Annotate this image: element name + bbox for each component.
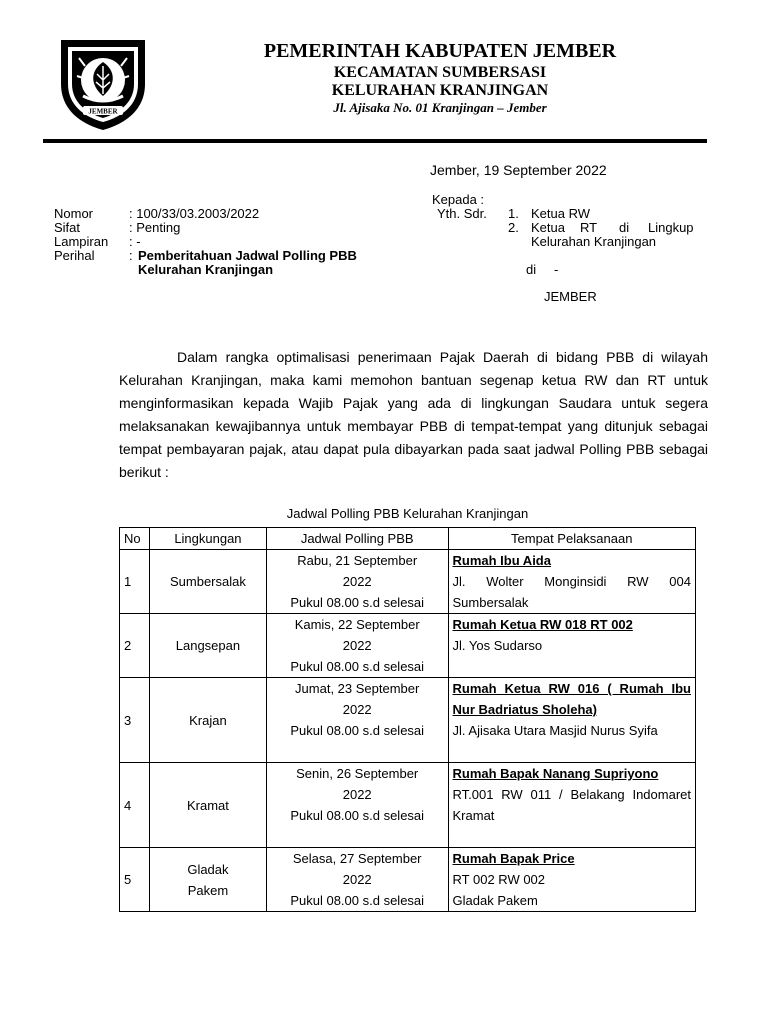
meta-lampiran-label: Lampiran <box>54 234 109 249</box>
schedule-year: 2022 <box>342 702 372 717</box>
meta-sifat-value: : Penting <box>129 220 181 235</box>
header-lingkungan: Lingkungan <box>149 528 266 550</box>
schedule-year: 2022 <box>342 574 372 589</box>
schedule-day: Selasa, 27 September <box>292 851 422 866</box>
cell-area: Krajan <box>149 678 266 763</box>
cell-schedule <box>266 614 448 678</box>
table-row <box>120 678 696 763</box>
recipient-yth: Yth. Sdr. <box>437 206 487 221</box>
logo-text: JEMBER <box>88 107 118 116</box>
cell-place <box>448 848 695 912</box>
place-name: Rumah Ibu Aida <box>452 553 551 568</box>
cell-schedule <box>266 763 448 848</box>
recipient-item2-word1: Ketua <box>531 220 565 235</box>
recipient-di: di <box>526 262 537 277</box>
cell-no: 2 <box>120 614 150 678</box>
schedule-time: Pukul 08.00 s.d selesai <box>290 808 425 823</box>
schedule-year: 2022 <box>342 638 372 653</box>
cell-schedule <box>266 550 448 614</box>
recipient-item2-line2: Kelurahan Kranjingan <box>531 234 657 249</box>
place-detail-line2: Gladak Pakem <box>452 893 538 908</box>
schedule-table <box>119 527 696 912</box>
letterhead-government: PEMERINTAH KABUPATEN JEMBER <box>263 40 617 62</box>
cell-place <box>448 678 695 763</box>
place-name: Rumah Bapak Nanang Supriyono <box>452 766 659 781</box>
schedule-time: Pukul 08.00 s.d selesai <box>290 723 425 738</box>
area-line2: Pakem <box>187 882 229 898</box>
recipient-kepada: Kepada : <box>432 192 485 207</box>
cell-schedule <box>266 848 448 912</box>
place-name: Rumah Ketua RW 018 RT 002 <box>452 617 633 632</box>
schedule-year: 2022 <box>342 872 372 887</box>
meta-perihal-line2: Kelurahan Kranjingan <box>138 262 274 277</box>
jember-regency-emblem <box>55 36 151 132</box>
recipient-dash: - <box>554 262 559 277</box>
letter-date: Jember, 19 September 2022 <box>430 162 607 178</box>
body-paragraph: Dalam rangka optimalisasi penerimaan Pajak Daerah di bidang PBB di wilayah Kelurahan Kranjingan, maka kami memohon bantuan segenap ketua RW dan RT untuk menginformasikan kepada Wajib Pajak yang ada di lingkungan Saudara untuk segera melaksanakan kewajibannya untuk membayar PBB di tempat-tempat yang ditunjuk sebagai tempat pembayaran pajak, atau dapat pula dibayarkan pada saat jadwal Polling PBB sebagai berikut : <box>119 349 708 480</box>
header-jadwal: Jadwal Polling PBB <box>266 528 448 550</box>
place-detail-line1: RT 002 RW 002 <box>452 872 546 887</box>
schedule-day: Senin, 26 September <box>296 766 419 781</box>
table-row <box>120 763 696 848</box>
place-name: Rumah Ketua RW 016 ( Rumah Ibu Nur Badriatus Sholeha) <box>452 681 691 717</box>
area-line1: Gladak <box>187 861 229 877</box>
meta-nomor-value: : 100/33/03.2003/2022 <box>129 206 260 221</box>
header-no: No <box>120 528 150 550</box>
schedule-time: Pukul 08.00 s.d selesai <box>290 595 425 610</box>
schedule-day: Kamis, 22 September <box>294 617 420 632</box>
table-header-row <box>120 528 696 550</box>
cell-schedule <box>266 678 448 763</box>
letterhead-address: Jl. Ajisaka No. 01 Kranjingan – Jember <box>333 100 547 115</box>
recipient-city: JEMBER <box>544 289 597 304</box>
recipient-item1-number: 1. <box>508 206 519 221</box>
meta-lampiran-value: : - <box>129 234 141 249</box>
cell-place <box>448 614 695 678</box>
recipient-item2-number: 2. <box>508 220 519 235</box>
recipient-item1: Ketua RW <box>531 206 591 221</box>
recipient-item2-word2: RT <box>580 220 598 235</box>
schedule-year: 2022 <box>342 787 372 802</box>
place-detail: Jl. Wolter Monginsidi RW 004 Sumbersalak <box>452 574 691 610</box>
cell-no: 3 <box>120 678 150 763</box>
meta-perihal-colon: : <box>129 248 133 263</box>
header-tempat: Tempat Pelaksanaan <box>448 528 695 550</box>
place-detail: Jl. Ajisaka Utara Masjid Nurus Syifa <box>452 723 658 738</box>
cell-no: 5 <box>120 848 150 912</box>
table-row <box>120 550 696 614</box>
letterhead-district: KECAMATAN SUMBERSASI <box>333 64 547 81</box>
recipient-item2-word3: di <box>619 220 630 235</box>
meta-sifat-label: Sifat <box>54 220 81 235</box>
schedule-day: Rabu, 21 September <box>297 553 418 568</box>
cell-area: Sumbersalak <box>149 550 266 614</box>
cell-no: 4 <box>120 763 150 848</box>
table-caption: Jadwal Polling PBB Kelurahan Kranjingan <box>286 506 529 521</box>
table-row <box>120 848 696 912</box>
table-row <box>120 614 696 678</box>
place-detail: Jl. Yos Sudarso <box>452 638 543 653</box>
letterhead-village: KELURAHAN KRANJINGAN <box>331 82 549 99</box>
recipient-item2-word4: Lingkup <box>648 220 694 235</box>
cell-no: 1 <box>120 550 150 614</box>
cell-area: Langsepan <box>149 614 266 678</box>
schedule-day: Jumat, 23 September <box>295 681 420 696</box>
cell-place <box>448 763 695 848</box>
letterhead-rule <box>43 139 707 143</box>
meta-perihal-label: Perihal <box>54 248 95 263</box>
schedule-time: Pukul 08.00 s.d selesai <box>290 893 425 908</box>
cell-area <box>149 848 266 912</box>
cell-area: Kramat <box>149 763 266 848</box>
place-name: Rumah Bapak Price <box>452 851 575 866</box>
meta-perihal-line1: Pemberitahuan Jadwal Polling PBB <box>138 248 357 263</box>
cell-place <box>448 550 695 614</box>
schedule-time: Pukul 08.00 s.d selesai <box>290 659 425 674</box>
place-detail: RT.001 RW 011 / Belakang Indomaret Kramat <box>452 787 691 823</box>
meta-nomor-label: Nomor <box>54 206 94 221</box>
